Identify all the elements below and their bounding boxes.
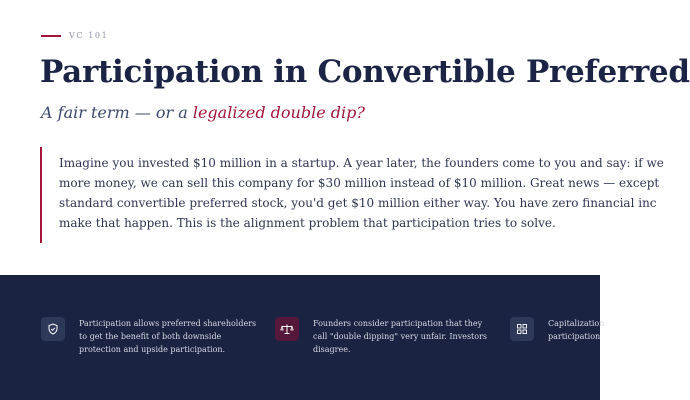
intro-line: make that happen. This is the alignment problem that participation tries to solve. xyxy=(59,216,556,230)
page-subtitle xyxy=(41,103,365,122)
summary-card-line: protection and upside participation. xyxy=(79,345,226,354)
summary-footer xyxy=(0,275,605,400)
shield-check-icon xyxy=(41,317,65,341)
summary-card-line: participation xyxy=(548,332,601,341)
summary-card-line: Founders consider participation that they xyxy=(313,319,483,328)
intro-quote xyxy=(40,147,664,243)
summary-card-downside xyxy=(41,317,256,356)
summary-card-line: Participation allows preferred shareholders xyxy=(79,319,257,328)
eyebrow xyxy=(41,31,108,40)
summary-card-text xyxy=(548,317,604,343)
intro-line: Imagine you invested $10 million in a startup. A year later, the founders come to you and say: if we xyxy=(59,156,664,170)
page-title: Participation in Convertible Preferred xyxy=(40,54,690,90)
summary-card-text xyxy=(313,317,487,356)
eyebrow-label: VC 101 xyxy=(69,31,109,40)
summary-card-line: disagree. xyxy=(313,345,351,354)
summary-card-line: Capitalization xyxy=(548,319,605,328)
summary-card-double-dip xyxy=(275,317,487,356)
scale-icon xyxy=(275,317,299,341)
summary-card-line: call "double dipping" very unfair. Investors xyxy=(313,332,488,341)
subtitle-accent: legalized double dip? xyxy=(192,103,365,122)
intro-line: standard convertible preferred stock, you'd get $10 million either way. You have zero financial inc xyxy=(59,196,657,210)
summary-card-capitalization xyxy=(510,317,604,343)
summary-card-text xyxy=(79,317,256,356)
intro-line: more money, we can sell this company for $30 million instead of $10 million. Great news — except xyxy=(59,176,660,190)
summary-card-line: to get the benefit of both downside xyxy=(79,332,222,341)
eyebrow-rule xyxy=(41,35,61,37)
grid-icon xyxy=(510,317,534,341)
subtitle-lead: A fair term — or a xyxy=(41,103,193,122)
